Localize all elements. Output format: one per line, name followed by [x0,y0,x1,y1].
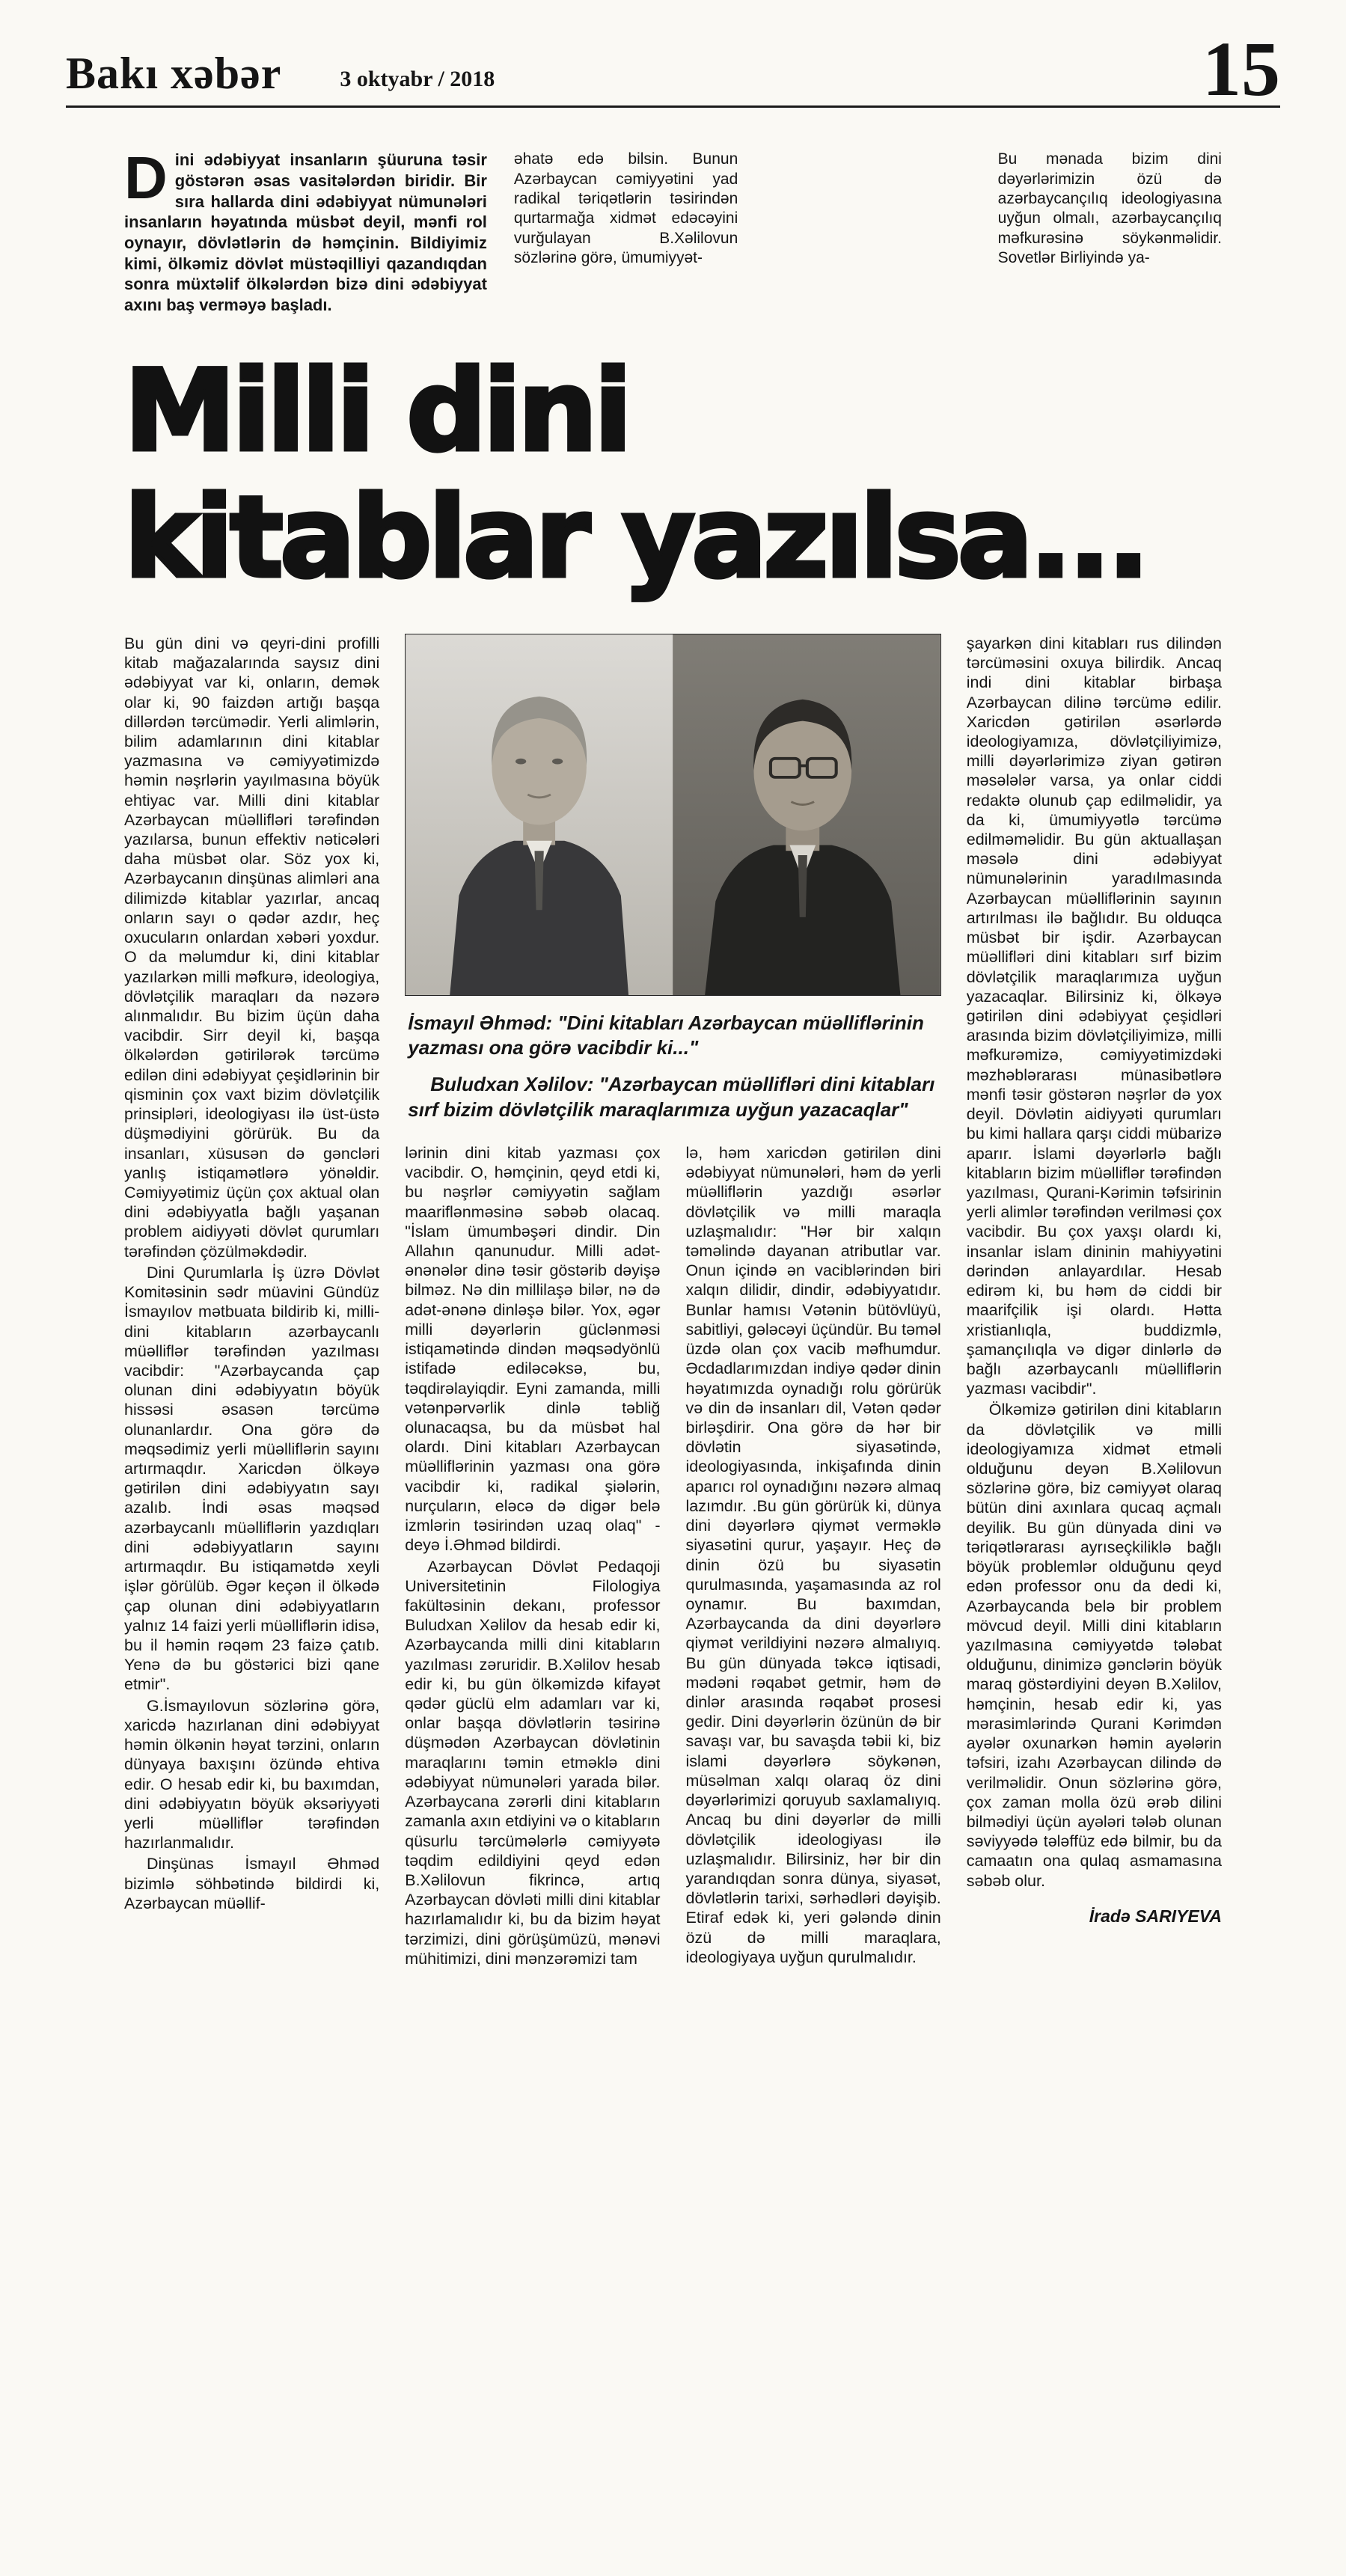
masthead-title: Bakı xəbər [66,49,282,99]
headline-line-2: kitablar yazılsa... [124,473,1146,604]
article-headline [124,346,1222,604]
photo-caption-2: Buludxan Xəlilov: "Azərbaycan müəllifləri dini kitabları sırf bizim dövlətçilik maraqlarımıza uyğun yazacaqlar" [408,1073,935,1121]
photo-captions [408,1011,938,1122]
lead-column-2 [514,150,738,316]
issue-date: 3 oktyabr / 2018 [340,67,495,92]
photo-caption-1: İsmayıl Əhməd: "Dini kitabları Azərbaycan müəlliflərinin yazması ona görə vacibdir ki..." [408,1011,924,1059]
lead-text-2: əhatə edə bilsin. Bunun Azərbaycan cəmiyyətini yad radikal təriqətlərin təsirindən qurtarmağa xidmət edəcəyini vurğulayan B.Xəlilovun sözlərinə görə, ümumiyyət- [513,150,738,267]
body-column-2 [405,1143,660,1968]
lead-text-3: Bu mənada bizim dini dəyərlərimizin özü də azərbaycançılıq ideologiyasına uyğun olmalı, azərbaycançılıq məfkurəsinə söykənməlidir. Sovetlər Birliyində ya- [997,150,1222,267]
body-column-4 [967,634,1222,1968]
headline-line-1: Milli dini [124,346,629,477]
paragraph: lərinin dini kitab yazması çox vacibdir. O, həmçinin, qeyd etdi ki, bu nəşrlər cəmiyyətin sağlam maariflənməsinə səbəb olacaq. "İslam ümumbəşəri dindir. Din Allahın qanunudur. Milli adət-ənənələr dinə təsir göstərib dəyişə bilməz. Nə din millilaşə bilər, nə də adət-ənənə dinləşə bilər. Yox, əgər milli dəyərlərin güclənməsi istiqamətində dindən məqsədyönlü istifadə ediləcəksə, bu, təqdirəlayiqdir. Eyni zamanda, milli vətənpərvərlik dinlə təbliğ olunacaqsa, bu da müsbət hal olardı. Dini kitabları Azərbaycan müəlliflərinin yazması ona görə vacibdir ki, radikal şiələrin, nurçuların, eləcə də digər belə izmlərin təsirindən uzaq olaq" - deyə İ.Əhməd bildirdi. [405,1143,661,1555]
paragraph: Dini Qurumlarla İş üzrə Dövlət Komitəsinin sədr müavini Gündüz İsmayılov mətbuata bildirib ki, milli-dini kitabların azərbaycanlı müəlliflər tərəfindən yazılması vacibdir: "Azərbaycanda çap olunan dini ədəbiyyatın böyük hissəsi əsasən tərcümə olunanlardır. Ona görə də məqsədimiz yerli müəlliflərin sayını artırmaqdır. Xaricdən ölkəyə gətirilən dini ədəbiyyatın sayı azalıb. İndi əsas məqsəd azərbaycanlı müəlliflərin yazdıqları dini ədəbiyyatların sayını artırmaqdır. Bu istiqamətdə xeyli işlər görülüb. Əgər keçən il ölkədə çap olunan dini ədəbiyyatların yalnız 14 faizi yerli müəlliflərin idisə, bu il həmin rəqəm 23 faizə çatıb. Yenə də bu göstərici bizi qane etmir". [124,1263,380,1694]
page-header [66,26,1280,112]
page-content [124,144,1222,1968]
article-photo [405,634,941,996]
lead-column-1 [124,144,487,316]
paragraph: Azərbaycan Dövlət Pedaqoji Universitetinin Filologiya fakültəsinin dekanı, professor Buludxan Xəlilov da hesab edir ki, Azərbaycanda milli dini kitabların yazılması zəruridir. B.Xəlilov hesab edir ki, bu gün ölkəmizdə kifayət qədər güclü elm adamları var ki, onlar başqa dövlətlərin təsirinə düşmədən Azərbaycan dövlətinin maraqlarını təmin etməklə dini ədəbiyyat nümunələri yarada bilər. Azərbaycana zərərli dini kitabların zamanla axın etdiyini və o kitabların qüsurlu tərcümələrlə cəmiyyətə təqdim edildiyini qeyd edən B.Xəlilovun fikrincə, artıq Azərbaycan dövləti milli dini kitablar hazırlamalıdır ki, bu da bizim həyat tərzimizi, dini görüşümüzü, mənəvi mühitimizi, dini mənzərəmizi tam [405,1557,661,1968]
paragraph: Ölkəmizə gətirilən dini kitabların da dövlətçilik və milli ideologiyamıza xidmət etməli olduğunu deyən B.Xəlilovun sözlərinə görə, biz cəmiyyət olaraq bütün dini axınlara qucaq açmalı deyilik. Bu gün dünyada dini və təriqətlərarası ayrıseçkiliklə bağlı böyük problemlər olduğunu qeyd edən professor onu da dedi ki, Azərbaycanda belə bir problem mövcud deyil. Milli dini kitabların yazılmasına cəmiyyətdə tələbat olduğunu, dinimizə gənclərin böyük maraq göstərdiyini deyən B.Xəlilov, həmçinin, hesab edir ki, yas mərasimlərində Qurani Kərimdən ayələr oxunarkən həmin ayələrin təfsiri, izahı Azərbaycan dilində də verilməlidir. Onun sözlərinə görə, çox zaman molla özü ərəb dilini bilmədiyi üçün ayələri tələb olunan səviyyədə tələffüz edə bilmir, bu da camaatın ona qulaq asmamasına səbəb olur. [966,1401,1222,1890]
paragraph: G.İsmayılovun sözlərinə görə, xaricdə hazırlanan dini ədəbiyyat həmin ölkənin həyat tərzini, onların dünyaya baxışını özündə ehtiva edir. O hesab edir ki, bu baxımdan, dini ədəbiyyatın böyük əksəriyyəti yerli müəlliflər tərəfindən hazırlanmalıdır. [124,1696,380,1853]
paragraph: Bu gün dini və qeyri-dini profilli kitab mağazalarında saysız dini ədəbiyyat var ki, onların, demək olar ki, 90 faizdən artığı başqa dillərdən tərcümədir. Yerli alimlərin, bilim adamlarının dini kitablar yazmasına və cəmiyyətimizdə həmin nəşrlərin yayılmasına böyük ehtiyac var. Milli dini kitablar Azərbaycan müəllifləri tərəfindən yazılarsa, bunun effektiv nəticələri daha müsbət olar. Söz yox ki, Azərbaycanın dinşünas alimləri ana dilimizdə kitablar yazırlar, ancaq onların sayı o qədər azdır, heç oxucuların onlardan xəbəri yoxdur. O da məlumdur ki, dini kitablar yazılarkən milli məfkurə, ideologiya, dövlətçilik maraqları da nəzərə alınmalıdır. Bu bizim üçün daha vacibdir. Sirr deyil ki, başqa ölkələrdən gətirilərək tərcümə edilən dini ədəbiyyat çeşidlərinin bir qisminin çox vaxt bizim dövlətçilik prinsipləri, ideologiyası ilə üst-üstə düşmədiyini görürük. Bu da insanları, xüsusən də gəncləri yanlış istiqamətlərə yönəldir. Cəmiyyətimiz üçün çox aktual olan dini ədəbiyyatla bağlı yaşanan problem aidiyyəti dövlət qurumları tərəfindən çözülməkdədir. [124,634,380,1261]
dropcap-letter: D [124,144,168,212]
body-column-3 [686,1143,941,1968]
paragraph: lə, həm xaricdən gətirilən dini ədəbiyyat nümunələri, həm də yerli müəlliflərin yazdığı əsərlər dövlətçilik və milli maraqla uzlaşmalıdır: "Hər bir xalqın təməlində dayanan atributlar var. Onun içində ən vaciblərindən biri xalqın dilidir, dindir, ədəbiyyatıdır. Bunlar hamısı Vətənin bütövlüyü, sabitliyi, gələcəyi üçündür. Bu təməl üzdə olan çox vacib məfhumdur. Əcdadlarımızdan indiyə qədər dinin həyatımızda oynadığı rolu görürük və din də insanları dil, Vətən qədər birləşdirir. Ona görə də hər bir dövlətin siyasətində, ideologiyasında, inkişafında dinin aparıcı rol oynadığını nəzərə almaq lazımdır. .Bu gün görürük ki, dünya dini dəyərlərə qiymət verməklə siyasətini qurur, yaşayır. Heç də dinin özü bu siyasətin qurulmasında, yaşamasında az rol oynamır. Bu baxımdan, Azərbaycanda da dini dəyərlərə qiymət verildiyini nəzərə almalıyıq. Bu gün dünyada təkcə iqtisadi, mədəni rəqabət getmir, həm də dinlər arasında rəqabət prosesi gedir. Dini dəyərlərin özünün də bir savaşı var, bu savaşda təbii ki, biz islami dəyərlərə söykənən, müsəlman xalqı olaraq öz dini dəyərlərimizi qoruyub saxlamalıyıq. Ancaq bu dini dəyərlər də milli dövlətçilik ideologiyası ilə uzlaşmalıdır. Bilirsiniz, hər bir din yarandıqdan sonra dünya, siyasət, dövlətlərin tarixi, sərhədləri dəyişib. Etiraf edək ki, yeri gələndə dinin özü də milli maraqlara, ideologiyaya uyğun qurulmalıdır. [685,1143,941,1966]
article-body [124,634,1222,1968]
paragraph: Dinşünas İsmayıl Əhməd bizimlə söhbətində bildirdi ki, Azərbaycan müəllif- [124,1855,380,1912]
body-middle-section [405,634,941,1968]
lead-section [124,144,1222,316]
body-middle-columns [405,1143,941,1968]
body-column-1 [124,634,379,1968]
paragraph: şayarkən dini kitabları rus dilindən tərcüməsini oxuya bilirdik. Ancaq indi dini kitablar birbaşa Azərbaycan dilinə tərcümə edilir. Xaricdən gətirilən əsərlərdə ideologiyamıza, dövlətçiliyimizə, milli dəyərlərimizə ziyan gətirən məsələlər varsa, ya onlar ciddi redaktə olunub çap edilməlidir, ya da ki, ümumiyyətlə tərcümə edilməməlidir. Bu gün aktuallaşan məsələ dini ədəbiyyat nümunələrinin yaradılmasında Azərbaycan müəlliflərinin sayının artırılması ilə bağlıdır. Bu olduqca müsbət bir işdir. Azərbaycan müəllifləri dini kitabları sırf bizim dövlətçilik maraqlarımıza uyğun yazacaqlar. Bilirsiniz ki, ölkəyə gətirilən dini ədəbiyyat çeşidləri arasında bizim dövlətçiliyimizə, milli məfkurəmizə, cəmiyyətimizdəki məzhəblərarası münasibətlərə mənfi təsir göstərən nəşrlər də yox deyil. Dövlətin aidiyyəti qurumları bu kimi hallara qarşı ciddi mübarizə aparır. İslami dəyərlərlə bağlı kitabların bizim müəlliflər tərəfindən yazılması, Qurani-Kərimin təfsirinin yerli alimlər tərəfindən verilməsi çox vacibdir. Bu çox yaxşı olardı ki, insanlar islam dininin mahiyyətini dərindən anlayardılar. Hesab edirəm ki, bu həm də ciddi bir maarifçilik işi olardı. Hətta xristianlıqla, buddizmlə, şamançılıqla və digər dinlərlə də bağlı azərbaycanlı müəlliflərin yazması vacibdir". [966,634,1222,1398]
lead-text-1: ini ədəbiyyat insanların şüuruna təsir göstərən əsas vasitələrdən biridir. Bir sıra hallarda dini ədəbiyyat nümunələri insanların həyatında müsbət deyil, mənfi rol oynayır, dövlətlərin də həmçinin. Bildiyimiz kimi, ölkəmiz dövlət müstəqilliyi qazandıqdan sonra müxtəlif ölkələrdən bizə dini ədəbiyyat axını baş verməyə başladı. [124,150,487,315]
lead-spacer [765,150,970,316]
page-number: 15 [1202,26,1280,112]
author-byline: İradə SARIYEVA [1089,1906,1222,1926]
lead-column-3 [998,150,1222,316]
two-portraits-photo [406,634,940,995]
